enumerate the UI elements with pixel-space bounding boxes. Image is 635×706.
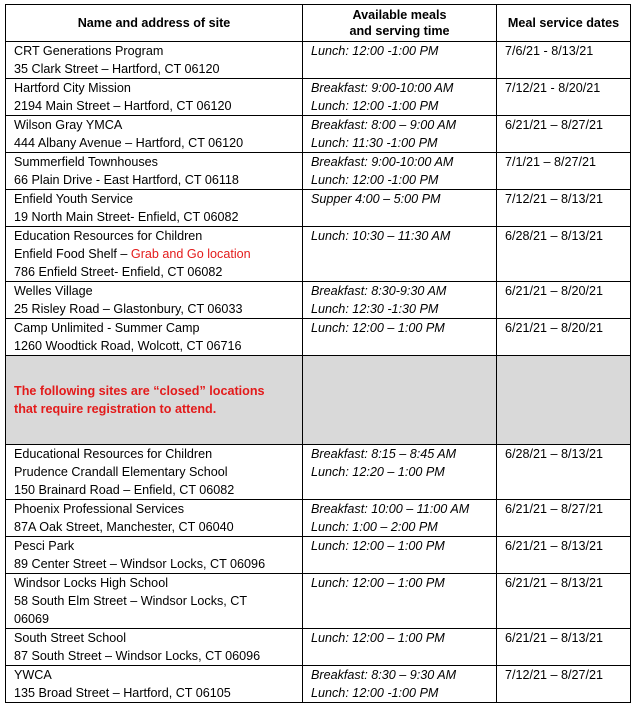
header-dates: Meal service dates [497,5,631,42]
site-address: 87 South Street – Windsor Locks, CT 06096 [14,649,261,663]
service-dates: 6/21/21 – 8/27/21 [497,116,631,153]
meals-cell [303,190,497,227]
site-name: Enfield Youth Service [14,192,134,206]
service-dates: 6/21/21 – 8/13/21 [497,537,631,574]
meal-time: Lunch: 12:00 -1:00 PM [311,686,439,700]
site-name: Windsor Locks High School [14,576,168,590]
site-name: YWCA [14,668,52,682]
site-name: Hartford City Mission [14,81,131,95]
site-cell [6,574,303,629]
site-name: Pesci Park [14,539,75,553]
meals-cell [303,666,497,703]
meal-time: Lunch: 11:30 -1:00 PM [311,136,438,150]
site-address: 25 Risley Road – Glastonbury, CT 06033 [14,302,243,316]
meal-time: Lunch: 12:00 -1:00 PM [311,173,439,187]
closed-note-cell [6,356,303,445]
site-row [6,445,631,500]
meals-cell [303,227,497,282]
meal-time: Supper 4:00 – 5:00 PM [311,192,441,206]
header-site: Name and address of site [6,5,303,42]
site-cell [6,629,303,666]
closed-note-line2: that require registration to attend. [14,402,217,416]
meal-time: Lunch: 1:00 – 2:00 PM [311,520,438,534]
meals-cell [303,282,497,319]
site-address: 786 Enfield Street- Enfield, CT 06082 [14,265,223,279]
site-address: 35 Clark Street – Hartford, CT 06120 [14,62,220,76]
site-row [6,42,631,79]
meals-cell [303,79,497,116]
meals-cell [303,319,497,356]
meals-cell [303,500,497,537]
site-name: Welles Village [14,284,93,298]
service-dates: 7/6/21 - 8/13/21 [497,42,631,79]
site-row [6,537,631,574]
service-dates: 7/12/21 – 8/13/21 [497,190,631,227]
header-meals-line1: Available meals [352,8,447,22]
meal-sites-table [5,4,631,703]
site-row [6,79,631,116]
meal-time: Breakfast: 9:00-10:00 AM [311,155,454,169]
meal-time: Lunch: 12:20 – 1:00 PM [311,465,445,479]
site-name: CRT Generations Program [14,44,164,58]
site-name: Educational Resources for Children [14,447,213,461]
service-dates: 7/12/21 - 8/20/21 [497,79,631,116]
site-cell [6,500,303,537]
site-address: 66 Plain Drive - East Hartford, CT 06118 [14,173,239,187]
site-address: 1260 Woodtick Road, Wolcott, CT 06716 [14,339,242,353]
site-name-part: Enfield Food Shelf – [14,247,131,261]
site-address: 58 South Elm Street – Windsor Locks, CT [14,594,248,608]
service-dates: 6/28/21 – 8/13/21 [497,227,631,282]
site-address: 19 North Main Street- Enfield, CT 06082 [14,210,239,224]
site-row [6,500,631,537]
site-name: Education Resources for Children [14,229,203,243]
meals-cell [303,574,497,629]
closed-note-blank-meals [303,356,497,445]
site-name-line2 [14,245,296,263]
site-row [6,629,631,666]
site-row [6,116,631,153]
service-dates: 7/1/21 – 8/27/21 [497,153,631,190]
site-address: 2194 Main Street – Hartford, CT 06120 [14,99,232,113]
meal-time: Lunch: 12:00 – 1:00 PM [311,576,445,590]
site-name: Camp Unlimited - Summer Camp [14,321,200,335]
site-address: 135 Broad Street – Hartford, CT 06105 [14,686,231,700]
closed-section [6,356,631,445]
site-cell [6,537,303,574]
site-address: 89 Center Street – Windsor Locks, CT 06096 [14,557,266,571]
closed-note-line1: The following sites are “closed” locations [14,384,265,398]
meal-time: Lunch: 12:00 -1:00 PM [311,99,439,113]
site-name: Summerfield Townhouses [14,155,158,169]
site-address-line2: 06069 [14,612,50,626]
service-dates: 6/21/21 – 8/20/21 [497,282,631,319]
site-row [6,282,631,319]
meal-time: Lunch: 12:00 – 1:00 PM [311,321,445,335]
meal-time: Lunch: 12:00 – 1:00 PM [311,539,445,553]
service-dates: 7/12/21 – 8/27/21 [497,666,631,703]
closed-note-blank-dates [497,356,631,445]
meals-cell [303,445,497,500]
meal-time: Breakfast: 8:30-9:30 AM [311,284,447,298]
site-address: 150 Brainard Road – Enfield, CT 06082 [14,483,235,497]
site-cell [6,42,303,79]
meal-time: Breakfast: 8:00 – 9:00 AM [311,118,457,132]
site-row [6,153,631,190]
meal-time: Breakfast: 8:15 – 8:45 AM [311,447,457,461]
closed-note-row [6,356,631,445]
meal-time: Lunch: 10:30 – 11:30 AM [311,229,451,243]
site-cell [6,319,303,356]
site-name-part: Prudence Crandall Elementary School [14,465,228,479]
site-cell [6,79,303,116]
service-dates: 6/21/21 – 8/13/21 [497,574,631,629]
site-name: Wilson Gray YMCA [14,118,123,132]
site-row [6,227,631,282]
meals-cell [303,537,497,574]
site-name: South Street School [14,631,127,645]
site-cell [6,153,303,190]
site-row [6,666,631,703]
grab-and-go-label: Grab and Go location [130,247,251,261]
meals-cell [303,42,497,79]
site-cell [6,190,303,227]
meal-time: Breakfast: 9:00-10:00 AM [311,81,454,95]
header-meals [303,5,497,42]
site-address: 87A Oak Street, Manchester, CT 06040 [14,520,234,534]
service-dates: 6/28/21 – 8/13/21 [497,445,631,500]
service-dates: 6/21/21 – 8/27/21 [497,500,631,537]
meals-cell [303,116,497,153]
service-dates: 6/21/21 – 8/13/21 [497,629,631,666]
site-row [6,319,631,356]
meal-time: Lunch: 12:00 -1:00 PM [311,44,439,58]
service-dates: 6/21/21 – 8/20/21 [497,319,631,356]
open-sites [6,42,631,356]
meals-cell [303,629,497,666]
site-cell [6,445,303,500]
closed-sites [6,445,631,703]
site-cell [6,282,303,319]
meal-time: Breakfast: 8:30 – 9:30 AM [311,668,457,682]
site-cell [6,227,303,282]
site-row [6,190,631,227]
header-meals-line2: and serving time [349,24,450,38]
meal-time: Lunch: 12:30 -1:30 PM [311,302,439,316]
site-cell [6,116,303,153]
meals-cell [303,153,497,190]
meal-time: Lunch: 12:00 – 1:00 PM [311,631,445,645]
header-row [6,5,631,42]
site-address: 444 Albany Avenue – Hartford, CT 06120 [14,136,244,150]
site-name-line2 [14,463,296,481]
site-cell [6,666,303,703]
meal-time: Breakfast: 10:00 – 11:00 AM [311,502,470,516]
site-row [6,574,631,629]
site-name: Phoenix Professional Services [14,502,185,516]
